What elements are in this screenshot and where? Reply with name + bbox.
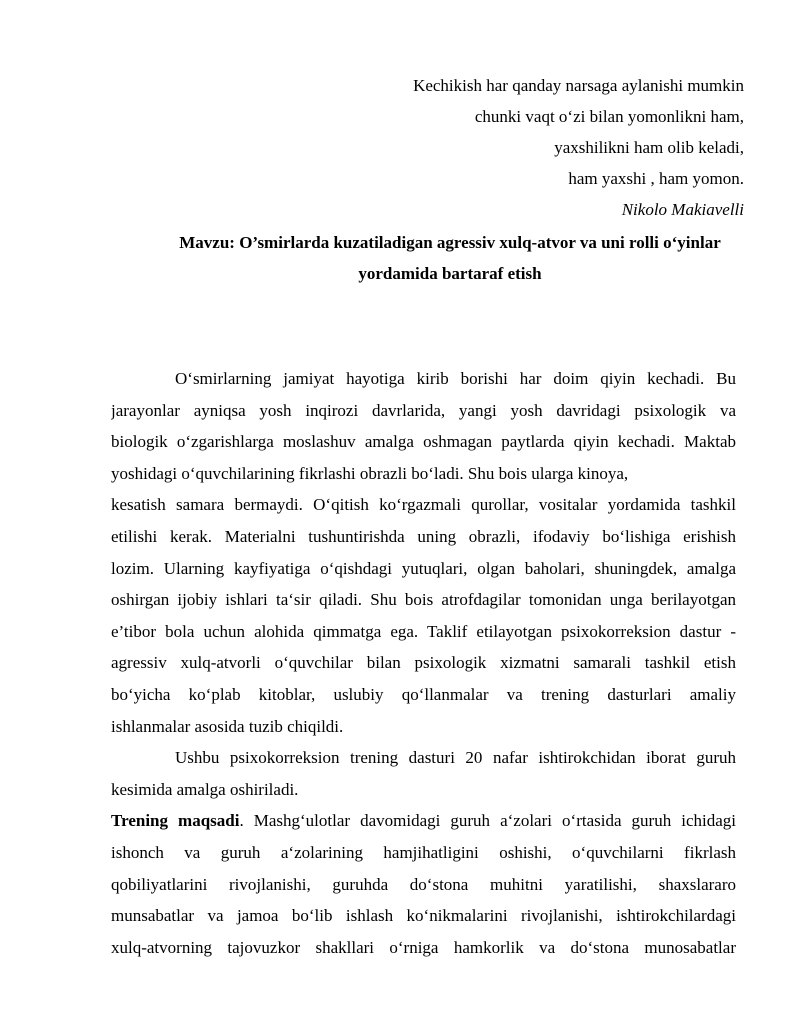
- paragraph-line: biologik o‘zgarishlarga moslashuv amalga oshmagan paytlarda qiyin kechadi. Maktab: [111, 432, 736, 452]
- epigraph: [184, 74, 744, 229]
- paragraph-line: etilishi kerak. Materialni tushuntirishda uning obrazli, ifodaviy bo‘lishiga erishish: [111, 526, 736, 546]
- epigraph-line: yaxshilikni ham olib keladi,: [554, 138, 744, 157]
- paragraph-line: kesimida amalga oshiriladi.: [111, 779, 299, 799]
- paragraph-line: xulq-atvorning tajovuzkor shakllari o‘rniga hamkorlik va do‘stona munosabatlar: [111, 937, 736, 957]
- paragraph-line: bo‘yicha ko‘plab kitoblar, uslubiy qo‘llanmalar va trening dasturlari amaliy: [111, 684, 736, 704]
- body-text: [111, 367, 736, 967]
- topic-heading: [140, 231, 760, 293]
- epigraph-line: Kechikish har qanday narsaga aylanishi mumkin: [413, 76, 744, 95]
- paragraph-line: munsabatlar va jamoa bo‘lib ishlash ko‘nikmalarini rivojlanishi, ishtirokchilardagi: [111, 906, 736, 926]
- paragraph-line: agressiv xulq-atvorli o‘quvchilar bilan psixologik xizmatni samarali tashkil etish: [111, 653, 736, 673]
- epigraph-author: Nikolo Makiavelli: [621, 200, 744, 219]
- training-goal-text: . Mashg‘ulotlar davomidagi guruh a‘zolari o‘rtasida guruh ichidagi: [239, 811, 736, 831]
- paragraph-line: ishonch va guruh a‘zolarining hamjihatligini oshishi, o‘quvchilarni fikrlash: [111, 842, 736, 862]
- paragraph-line: [111, 809, 736, 841]
- training-goal-label: Trening maqsadi: [111, 811, 240, 831]
- topic-line-1: Mavzu: O’smirlarda kuzatiladigan agressiv xulq-atvor va uni rolli o‘yinlar: [179, 233, 721, 252]
- epigraph-line: ham yaxshi , ham yomon.: [568, 169, 744, 188]
- topic-line-2: yordamida bartaraf etish: [358, 264, 542, 283]
- epigraph-line: chunki vaqt o‘zi bilan yomonlikni ham,: [474, 107, 744, 126]
- paragraph-line: e’tibor bola uchun alohida qimmatga ega. Taklif etilayotgan psixokorreksion dastur -: [111, 621, 736, 641]
- paragraph-line: kesatish samara bermaydi. O‘qitish ko‘rgazmali qurollar, vositalar yordamida tashkil: [111, 495, 736, 515]
- paragraph-line: oshirgan ijobiy ishlari ta‘sir qiladi. Shu bois atrofdagilar tomonidan unga berilayotgan: [111, 590, 736, 610]
- paragraph-line: qobiliyatlarini rivojlanishi, guruhda do‘stona muhitni yaratilishi, shaxslararo: [111, 874, 736, 894]
- paragraph-line: O‘smirlarning jamiyat hayotiga kirib borishi har doim qiyin kechadi. Bu: [175, 369, 736, 388]
- paragraph-line: Ushbu psixokorreksion trening dasturi 20 nafar ishtirokchidan iborat guruh: [175, 748, 736, 768]
- paragraph-line: jarayonlar ayniqsa yosh inqirozi davrlarida, yangi yosh davridagi psixologik va: [111, 400, 736, 420]
- paragraph-line: lozim. Ularning kayfiyatiga o‘qishdagi yutuqlari, olgan baholari, shuningdek, amalga: [111, 558, 736, 578]
- paragraph-line: ishlanmalar asosida tuzib chiqildi.: [111, 716, 344, 736]
- paragraph-line: yoshidagi o‘quvchilarining fikrlashi obrazli bo‘ladi. Shu bois ularga kinoya,: [111, 463, 629, 483]
